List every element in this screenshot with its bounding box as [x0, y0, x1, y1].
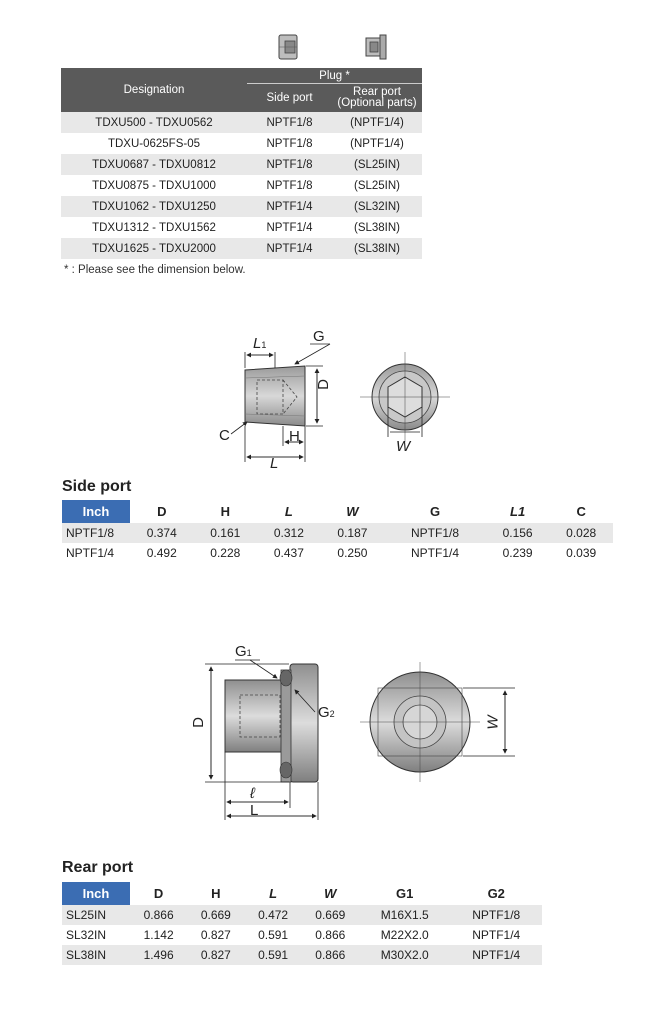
side-port-cell: NPTF1/4	[247, 196, 332, 217]
side-plug-icon	[275, 32, 303, 62]
label-g1: G1	[235, 643, 252, 660]
label-w: W	[396, 438, 411, 455]
table-row	[61, 238, 422, 259]
cell: NPTF1/8	[450, 905, 542, 925]
cell: SL25IN	[62, 905, 130, 925]
rear-port-cell: (SL32IN)	[332, 196, 422, 217]
table-row	[61, 112, 422, 133]
rear-plug-icon	[360, 32, 390, 62]
plug-designation-table	[61, 68, 422, 259]
cell: 0.669	[302, 905, 359, 925]
cell: 0.827	[187, 945, 244, 965]
designation-cell: TDXU1312 - TDXU1562	[61, 217, 247, 238]
cell: NPTF1/4	[450, 925, 542, 945]
rear-port-cell: (SL25IN)	[332, 154, 422, 175]
col-c: C	[576, 504, 586, 519]
header-rear-port-line2: (Optional parts)	[337, 97, 417, 109]
label-g: G	[313, 328, 325, 345]
rear-port-title: Rear port	[62, 859, 134, 876]
cell: 0.228	[194, 543, 258, 563]
rear-port-table	[62, 882, 542, 965]
side-port-table	[62, 500, 613, 563]
col-d: D	[153, 886, 164, 901]
table-row	[62, 523, 613, 543]
table-header-row	[62, 500, 613, 523]
rear-port-cell: (SL38IN)	[332, 238, 422, 259]
table-row	[62, 925, 542, 945]
col-d: D	[157, 504, 167, 519]
table-row	[62, 905, 542, 925]
designation-cell: TDXU1625 - TDXU2000	[61, 238, 247, 259]
cell: 0.437	[257, 543, 321, 563]
table-row	[61, 133, 422, 154]
table-row	[62, 543, 613, 563]
cell: 0.866	[302, 925, 359, 945]
rear-port-cell: (NPTF1/4)	[332, 133, 422, 154]
col-w: W	[346, 504, 359, 519]
table-row	[61, 175, 422, 196]
footnote: * : Please see the dimension below.	[64, 264, 246, 276]
side-port-cell: NPTF1/8	[247, 112, 332, 133]
cell: M30X2.0	[359, 945, 451, 965]
cell: 0.161	[194, 523, 258, 543]
rear-port-cell: (SL25IN)	[332, 175, 422, 196]
cell: 0.669	[187, 905, 244, 925]
cell: SL38IN	[62, 945, 130, 965]
label-l1: L1	[253, 335, 267, 352]
table-row	[62, 945, 542, 965]
designation-cell: TDXU-0625FS-05	[61, 133, 247, 154]
cell: 0.591	[244, 945, 301, 965]
rear-port-cell: (SL38IN)	[332, 217, 422, 238]
col-l: L	[284, 504, 293, 519]
cell: 0.492	[130, 543, 194, 563]
cell: NPTF1/8	[62, 523, 130, 543]
cell: NPTF1/4	[62, 543, 130, 563]
cell: 0.250	[321, 543, 385, 563]
label-l: L	[270, 455, 279, 472]
header-rear-port-line1: Rear port	[353, 86, 401, 98]
table-header-row	[62, 882, 542, 905]
label-w-rear: W	[484, 715, 502, 730]
side-port-title: Side port	[62, 478, 132, 495]
cell: NPTF1/4	[450, 945, 542, 965]
table-row	[61, 196, 422, 217]
designation-cell: TDXU500 - TDXU0562	[61, 112, 247, 133]
cell: 0.239	[486, 543, 550, 563]
col-inch: Inch	[62, 500, 130, 523]
table-row	[61, 217, 422, 238]
col-l1: L1	[510, 504, 526, 519]
label-g2: G2	[318, 704, 335, 721]
label-d-rear: D	[189, 717, 207, 728]
rear-port-cell: (NPTF1/4)	[332, 112, 422, 133]
cell: 0.312	[257, 523, 321, 543]
col-g2: G2	[487, 886, 505, 901]
designation-cell: TDXU0687 - TDXU0812	[61, 154, 247, 175]
cell: 0.374	[130, 523, 194, 543]
cell: NPTF1/4	[384, 543, 486, 563]
side-port-cell: NPTF1/4	[247, 217, 332, 238]
cell: NPTF1/8	[384, 523, 486, 543]
cell: M16X1.5	[359, 905, 451, 925]
label-d: D	[314, 379, 332, 390]
side-port-cell: NPTF1/8	[247, 133, 332, 154]
col-l: L	[269, 886, 278, 901]
cell: 1.142	[130, 925, 187, 945]
cell: 0.827	[187, 925, 244, 945]
cell: 0.039	[549, 543, 613, 563]
header-designation: Designation	[61, 68, 247, 112]
col-w: W	[324, 886, 337, 901]
header-rear-port	[332, 84, 422, 113]
cell: 0.028	[549, 523, 613, 543]
rear-port-plug-diagram	[185, 640, 525, 830]
cell: 0.866	[302, 945, 359, 965]
col-h: H	[220, 504, 231, 519]
side-port-cell: NPTF1/8	[247, 154, 332, 175]
cell: 0.472	[244, 905, 301, 925]
label-c: C	[219, 427, 230, 444]
cell: SL32IN	[62, 925, 130, 945]
col-inch: Inch	[62, 882, 130, 905]
label-l-small: ℓ	[250, 785, 255, 802]
cell: 0.866	[130, 905, 187, 925]
cell: 0.187	[321, 523, 385, 543]
cell: 0.591	[244, 925, 301, 945]
header-side-port: Side port	[247, 84, 332, 113]
side-port-cell: NPTF1/4	[247, 238, 332, 259]
side-port-cell: NPTF1/8	[247, 175, 332, 196]
cell: 1.496	[130, 945, 187, 965]
table-row	[61, 154, 422, 175]
cell: M22X2.0	[359, 925, 451, 945]
side-port-plug-diagram	[205, 322, 455, 472]
col-g1: G1	[396, 886, 414, 901]
designation-cell: TDXU1062 - TDXU1250	[61, 196, 247, 217]
col-g: G	[429, 504, 441, 519]
designation-cell: TDXU0875 - TDXU1000	[61, 175, 247, 196]
label-h: H	[289, 428, 300, 445]
header-plug: Plug *	[247, 68, 422, 84]
cell: 0.156	[486, 523, 550, 543]
label-l-rear: L	[250, 802, 259, 819]
col-h: H	[211, 886, 221, 901]
